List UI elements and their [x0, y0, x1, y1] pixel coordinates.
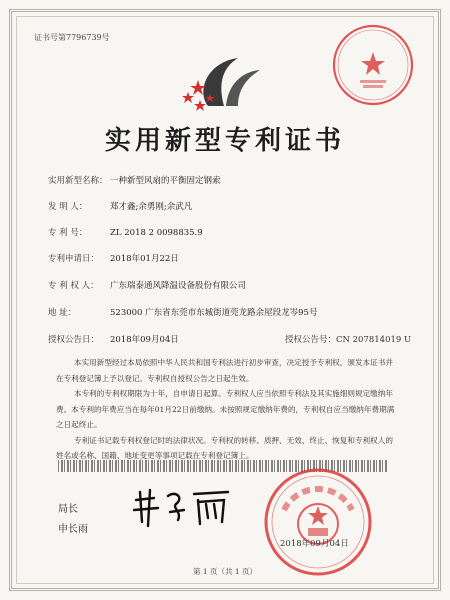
page-number: 第 1 页（共 1 页）: [192, 567, 258, 576]
field-patentee: [48, 279, 246, 291]
certificate-number: 证书号第7796739号: [34, 33, 110, 42]
field-value: 523000 广东省东莞市东城街道莞龙路余屋段龙岑95号: [110, 308, 318, 318]
field-label: 专 利 权 人：: [48, 281, 99, 291]
field-patent-number: [48, 226, 203, 238]
field-label: 专利申请日：: [48, 254, 100, 264]
grant-publication-number: 授权公告号：CN 207814019 U: [285, 335, 412, 345]
field-label: 地 址：: [48, 308, 77, 318]
field-label: 授权公告日：: [48, 335, 100, 345]
certificate-body: [56, 355, 396, 464]
signatory-title: 局长: [58, 504, 78, 515]
field-label: 实用新型名称：: [48, 176, 108, 186]
body-paragraph: 本专利的专利权期限为十年，自申请日起算。专利权人应当依照专利法及其实施细则规定缴纳年费。本专利的年费应当在每年01月22日前缴纳。未按照规定缴纳年费的，专利权自应当缴纳年费期满之日起终止。: [56, 389, 395, 429]
field-address: [48, 306, 317, 318]
field-grant-date: [48, 333, 179, 345]
certificate-title: 实用新型专利证书: [104, 126, 345, 156]
fee-seal-stamp: [330, 22, 416, 108]
field-utility-model-name: [48, 174, 221, 186]
signatory-name: 申长雨: [58, 524, 88, 535]
field-value: 广东瑞泰通风降温设备股份有限公司: [110, 281, 247, 291]
official-seal-stamp: [262, 466, 374, 578]
field-label: 专 利 号：: [48, 228, 88, 238]
field-value: 2018年01月22日: [110, 254, 179, 264]
field-value: 一种新型风扇的平衡固定钢索: [110, 176, 221, 186]
body-paragraph: 本实用新型经过本局依照中华人民共和国专利法进行初步审查，决定授予专利权，颁发本证书并在专利登记簿上予以登记。专利权自授权公告之日起生效。: [56, 358, 393, 383]
handwritten-signature: [128, 482, 238, 532]
body-paragraph: 专利证书记载专利权登记时的法律状况。专利权的转移、质押、无效、终止、恢复和专利权人的姓名或名称、国籍、地址变更等事项记载在专利登记簿上。: [56, 435, 393, 460]
patent-office-logo: [178, 50, 274, 114]
field-label: 发 明 人：: [48, 202, 88, 212]
field-application-date: [48, 252, 179, 264]
field-value: 郑才鑫;余勇刚;余武凡: [110, 202, 193, 212]
field-value: ZL 2018 2 0098835.9: [110, 228, 203, 238]
issue-date: 2018年09月04日: [280, 539, 349, 549]
field-value: 2018年09月04日: [110, 335, 179, 345]
field-inventors: [48, 200, 192, 212]
